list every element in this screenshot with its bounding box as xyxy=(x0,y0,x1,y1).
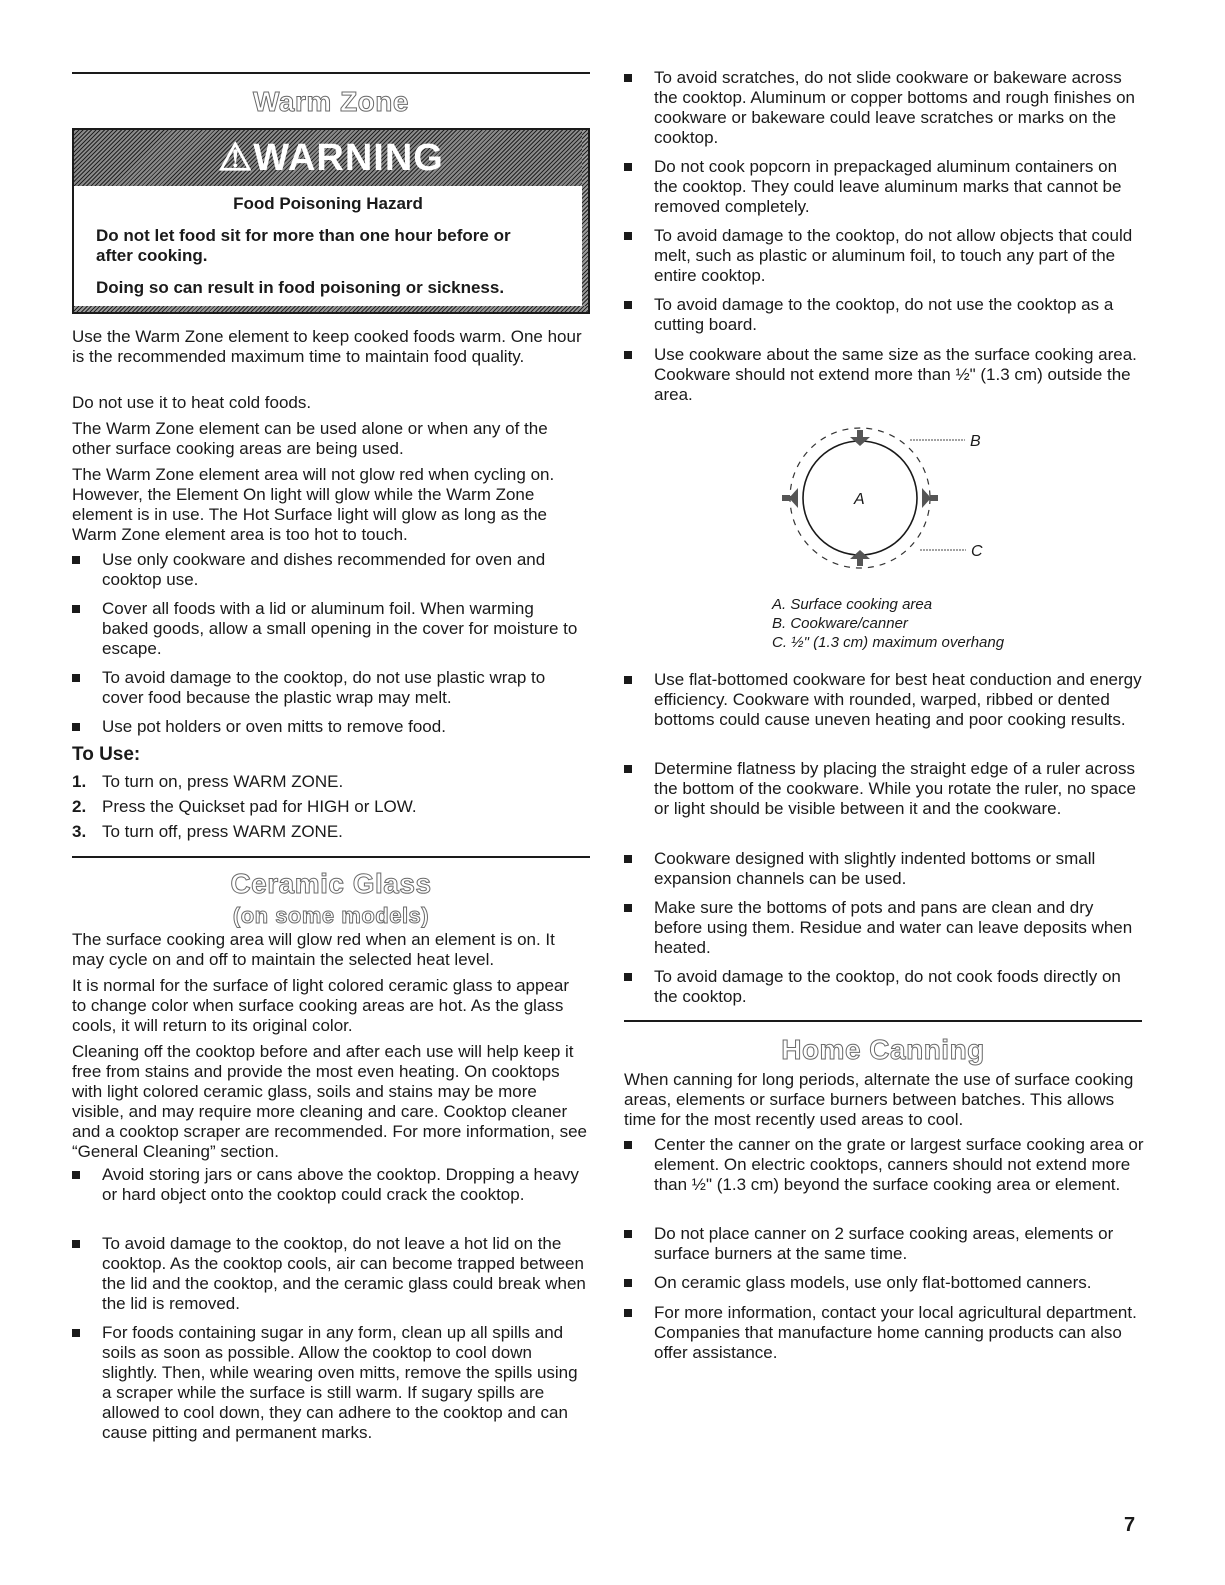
section-title-home-canning: Home Canning xyxy=(781,1034,985,1065)
to-use-heading: To Use: xyxy=(72,744,141,765)
section-rule-warm-zone xyxy=(72,72,590,74)
list-item: Cookware designed with slightly indented bottoms or small expansion channels can be used. xyxy=(624,849,1144,889)
arrow-top-icon xyxy=(850,430,870,446)
arrow-bottom-icon xyxy=(850,550,870,566)
ceramic-paragraph-1: The surface cooking area will glow red when an element is on. It may cycle on and off to maintain the selected heat level. xyxy=(72,930,555,969)
warning-box-bottom-edge xyxy=(74,306,588,312)
list-item: To avoid scratches, do not slide cookware or bakeware across the cooktop. Aluminum or copper bottoms and rough finishes on cookware or bakeware could leave scratches or marks on the cooktop. xyxy=(624,68,1144,148)
bullet-icon xyxy=(624,1279,632,1287)
section-rule-ceramic-glass xyxy=(72,856,590,858)
warm-zone-paragraph-4: The Warm Zone element area will not glow red when cycling on. However, the Element On light will glow while the Warm Zone element is in use. The Hot Surface light will glow as long as the Warm Zone element area is too hot to touch. xyxy=(72,465,555,544)
bullet-icon xyxy=(72,605,80,613)
diagram-caption-b: B. Cookware/canner xyxy=(772,615,908,632)
warning-hazard: Food Poisoning Hazard xyxy=(233,194,423,213)
list-item: To avoid damage to the cooktop, do not use the cooktop as a cutting board. xyxy=(624,295,1144,335)
diagram-label-c: C xyxy=(971,543,983,560)
ceramic-paragraph-2: It is normal for the surface of light colored ceramic glass to appear to change color when surface cooking areas are hot. As the glass cools, it will return to its original color. xyxy=(72,976,570,1035)
bullet-icon xyxy=(72,1171,80,1179)
bullet-icon xyxy=(72,674,80,682)
bullet-icon xyxy=(624,676,632,684)
diagram-caption-c: C. ½" (1.3 cm) maximum overhang xyxy=(772,634,1005,651)
diagram-caption-a: A. Surface cooking area xyxy=(772,596,933,613)
diagram-label-b: B xyxy=(970,433,981,450)
warning-body xyxy=(74,186,582,312)
list-item: On ceramic glass models, use only flat-bottomed canners. xyxy=(624,1273,1144,1293)
bullet-icon xyxy=(72,1329,80,1337)
bullet-icon xyxy=(624,351,632,359)
warm-zone-paragraph-2: Do not use it to heat cold foods. xyxy=(72,393,312,412)
section-rule-home-canning xyxy=(624,1020,1142,1022)
warning-box-edge xyxy=(582,130,588,312)
step-item: 3. To turn off, press WARM ZONE. xyxy=(72,822,343,841)
bullet-icon xyxy=(624,973,632,981)
arrow-left-icon xyxy=(782,488,798,508)
bullet-icon xyxy=(624,74,632,82)
bullet-icon xyxy=(624,163,632,171)
list-item: Do not place canner on 2 surface cooking areas, elements or surface burners at the same time. xyxy=(624,1224,1144,1264)
step-item: 1. To turn on, press WARM ZONE. xyxy=(72,772,344,791)
bullet-icon xyxy=(624,301,632,309)
list-item: Avoid storing jars or cans above the cooktop. Dropping a heavy or hard object onto the cooktop could crack the cooktop. xyxy=(72,1165,582,1225)
list-item: For more information, contact your local agricultural department. Companies that manufacture home canning products can also offer assistance. xyxy=(624,1303,1144,1363)
bullet-icon xyxy=(624,1141,632,1149)
warning-line-1: Do not let food sit for more than one hour before or after cooking. xyxy=(96,226,511,265)
home-canning-paragraph: When canning for long periods, alternate the use of surface cooking areas, elements or surface burners between batches. This allows time for the most recently used areas to cool. xyxy=(624,1070,1134,1129)
list-item: Use pot holders or oven mitts to remove food. xyxy=(72,717,582,737)
list-item: Use only cookware and dishes recommended for oven and cooktop use. xyxy=(72,550,582,590)
bullet-icon xyxy=(624,1230,632,1238)
list-item: Use cookware about the same size as the surface cooking area. Cookware should not extend more than ½" (1.3 cm) outside the area. xyxy=(624,345,1144,405)
list-item: Do not cook popcorn in prepackaged aluminum containers on the cooktop. They could leave aluminum marks that cannot be removed completely. xyxy=(624,157,1144,217)
diagram-label-a: A xyxy=(854,491,865,508)
list-item: Use flat-bottomed cookware for best heat conduction and energy efficiency. Cookware with rounded, warped, ribbed or dented bottoms could cause uneven heating and poor cooking results. xyxy=(624,670,1144,750)
page-number: 7 xyxy=(1124,1514,1136,1536)
step-item: 2. Press the Quickset pad for HIGH or LOW. xyxy=(72,797,417,816)
warm-zone-paragraph-1: Use the Warm Zone element to keep cooked foods warm. One hour is the recommended maximum time to maintain food quality. xyxy=(72,327,582,366)
list-item: For foods containing sugar in any form, clean up all spills and soils as soon as possible. Allow the cooktop to cool down slightly. Then, while wearing oven mitts, remove the spills using a scraper while the surface is still warm. If sugary spills are allowed to cool down, they can adhere to the cooktop and can cause pitting and permanent marks. xyxy=(72,1323,587,1443)
list-item: Center the canner on the grate or largest surface cooking area or element. On electric cooktops, canners should not extend more than ½" (1.3 cm) beyond the surface cooking area or element. xyxy=(624,1135,1144,1215)
list-item: To avoid damage to the cooktop, do not leave a hot lid on the cooktop. As the cooktop cools, air can become trapped between the lid and the cooktop, and the ceramic glass could break when the lid is removed. xyxy=(72,1234,587,1314)
bullet-icon xyxy=(72,556,80,564)
list-item: Determine flatness by placing the straight edge of a ruler across the bottom of the cookware. While you rotate the ruler, no space or light should be visible between it and the cookware. xyxy=(624,759,1144,839)
warning-banner xyxy=(74,130,588,186)
bullet-icon xyxy=(624,1309,632,1317)
bullet-icon xyxy=(624,232,632,240)
ceramic-paragraph-3: Cleaning off the cooktop before and after each use will help keep it free from stains and provide the most even heating. On cooktops with light colored ceramic glass, soils and stains may be more visible, and may require more cleaning and care. Cooktop cleaner and a cooktop scraper are recommended. For more information, see “General Cleaning” section. xyxy=(72,1042,587,1161)
section-subtitle-ceramic-glass: (on some models) xyxy=(232,903,430,928)
bullet-icon xyxy=(72,1240,80,1248)
bullet-icon xyxy=(624,855,632,863)
list-item: Make sure the bottoms of pots and pans are clean and dry before using them. Residue and water can leave deposits when heated. xyxy=(624,898,1144,958)
cookware-overhang-diagram xyxy=(770,418,1010,588)
bullet-icon xyxy=(624,765,632,773)
list-item: To avoid damage to the cooktop, do not cook foods directly on the cooktop. xyxy=(624,967,1144,1007)
warm-zone-paragraph-3: The Warm Zone element can be used alone or when any of the other surface cooking areas are being used. xyxy=(72,419,548,458)
warning-line-2: Doing so can result in food poisoning or sickness. xyxy=(96,278,505,297)
list-item: To avoid damage to the cooktop, do not allow objects that could melt, such as plastic or aluminum foil, to touch any part of the entire cooktop. xyxy=(624,226,1144,286)
warning-box xyxy=(72,128,590,314)
bullet-icon xyxy=(72,723,80,731)
list-item: To avoid damage to the cooktop, do not use plastic wrap to cover food because the plastic wrap may melt. xyxy=(72,668,582,708)
section-title-ceramic-glass: Ceramic Glass xyxy=(230,868,432,899)
warning-triangle-icon: ⚠ xyxy=(218,137,254,179)
section-title-warm-zone: Warm Zone xyxy=(253,86,409,117)
warning-banner-text: WARNING xyxy=(253,137,444,179)
bullet-icon xyxy=(624,904,632,912)
list-item: Cover all foods with a lid or aluminum foil. When warming baked goods, allow a small opening in the cover for moisture to escape. xyxy=(72,599,582,659)
